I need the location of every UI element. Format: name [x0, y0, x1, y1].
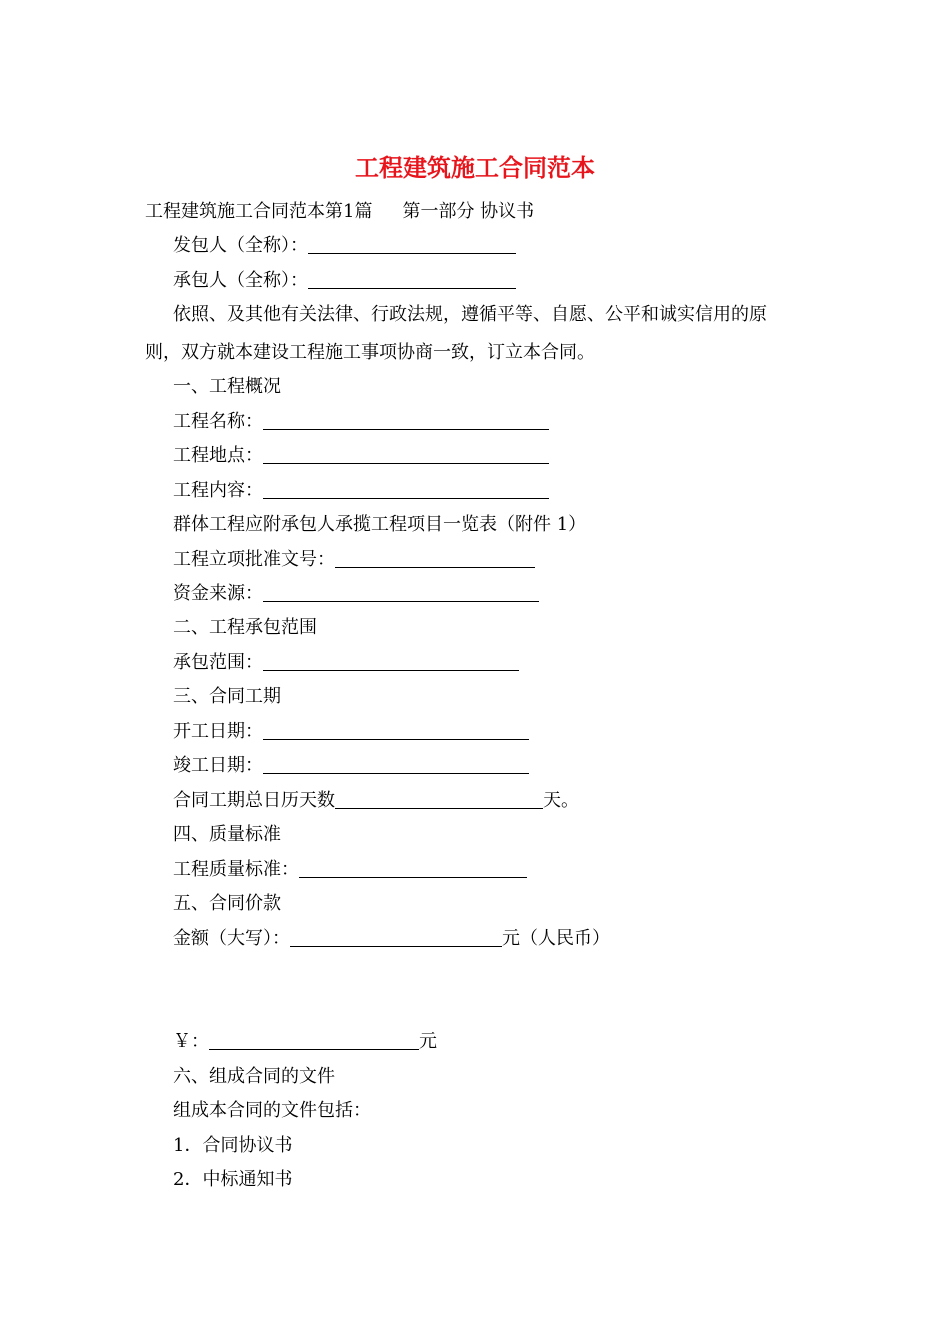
employer-label: 发包人（全称）：	[173, 235, 308, 256]
section-heading-4: 四、质量标准	[173, 824, 281, 845]
intro-line	[145, 198, 534, 226]
employer-line	[173, 232, 516, 260]
total-days-line	[173, 787, 579, 815]
start-date-blank	[263, 721, 529, 740]
project-location-label: 工程地点：	[173, 445, 263, 466]
total-days-suffix: 天。	[543, 790, 579, 811]
amount-caps-blank	[290, 928, 502, 947]
approval-number-line	[173, 546, 535, 574]
project-content-line	[173, 477, 549, 505]
completion-date-blank	[263, 755, 529, 774]
project-name-label: 工程名称：	[173, 411, 263, 432]
section-heading-5: 五、合同价款	[173, 893, 281, 914]
paragraph-line-1: 依照、及其他有关法律、行政法规，遵循平等、自愿、公平和诚实信用的原	[173, 304, 767, 325]
contractor-line	[173, 267, 516, 295]
section-heading-1: 一、工程概况	[173, 376, 281, 397]
scope-line	[173, 649, 519, 677]
employer-blank	[308, 235, 516, 254]
amount-figures-line	[173, 1028, 437, 1056]
fund-source-label: 资金来源：	[173, 583, 263, 604]
amount-caps-line	[173, 925, 610, 953]
intro-part: 工程建筑施工合同范本第1篇	[145, 201, 373, 222]
total-days-blank	[335, 790, 543, 809]
project-name-blank	[263, 411, 549, 430]
approval-number-blank	[335, 549, 535, 568]
quality-standard-blank	[299, 859, 527, 878]
total-days-label: 合同工期总日历天数	[173, 790, 335, 811]
amount-caps-suffix: 元（人民币）	[502, 928, 610, 949]
quality-standard-line	[173, 856, 527, 884]
project-content-label: 工程内容：	[173, 480, 263, 501]
amount-figures-label: ￥：	[173, 1031, 209, 1052]
amount-caps-label: 金额（大写）：	[173, 928, 290, 949]
project-content-blank	[263, 480, 549, 499]
completion-date-label: 竣工日期：	[173, 755, 263, 776]
fund-source-blank	[263, 583, 539, 602]
quality-standard-label: 工程质量标准：	[173, 859, 299, 880]
completion-date-line	[173, 752, 529, 780]
intro-section: 第一部分 协议书	[402, 201, 535, 222]
section-heading-2: 二、工程承包范围	[173, 617, 317, 638]
section-heading-3: 三、合同工期	[173, 686, 281, 707]
contractor-blank	[308, 270, 516, 289]
document-title: 工程建筑施工合同范本	[355, 153, 595, 182]
start-date-label: 开工日期：	[173, 721, 263, 742]
project-name-line	[173, 408, 549, 436]
scope-blank	[263, 652, 519, 671]
fund-source-line	[173, 580, 539, 608]
document-item: 2．中标通知书	[173, 1169, 293, 1190]
amount-figures-blank	[209, 1031, 419, 1050]
amount-figures-suffix: 元	[419, 1031, 437, 1052]
group-project-note: 群体工程应附承包人承揽工程项目一览表（附件 1）	[173, 514, 587, 535]
contractor-label: 承包人（全称）：	[173, 270, 308, 291]
project-location-line	[173, 442, 549, 470]
start-date-line	[173, 718, 529, 746]
documents-intro: 组成本合同的文件包括：	[173, 1100, 371, 1121]
section-heading-6: 六、组成合同的文件	[173, 1066, 335, 1087]
document-item: 1．合同协议书	[173, 1135, 293, 1156]
paragraph-line-2: 则，双方就本建设工程施工事项协商一致，订立本合同。	[145, 342, 595, 363]
project-location-blank	[263, 445, 549, 464]
scope-label: 承包范围：	[173, 652, 263, 673]
approval-number-label: 工程立项批准文号：	[173, 549, 335, 570]
